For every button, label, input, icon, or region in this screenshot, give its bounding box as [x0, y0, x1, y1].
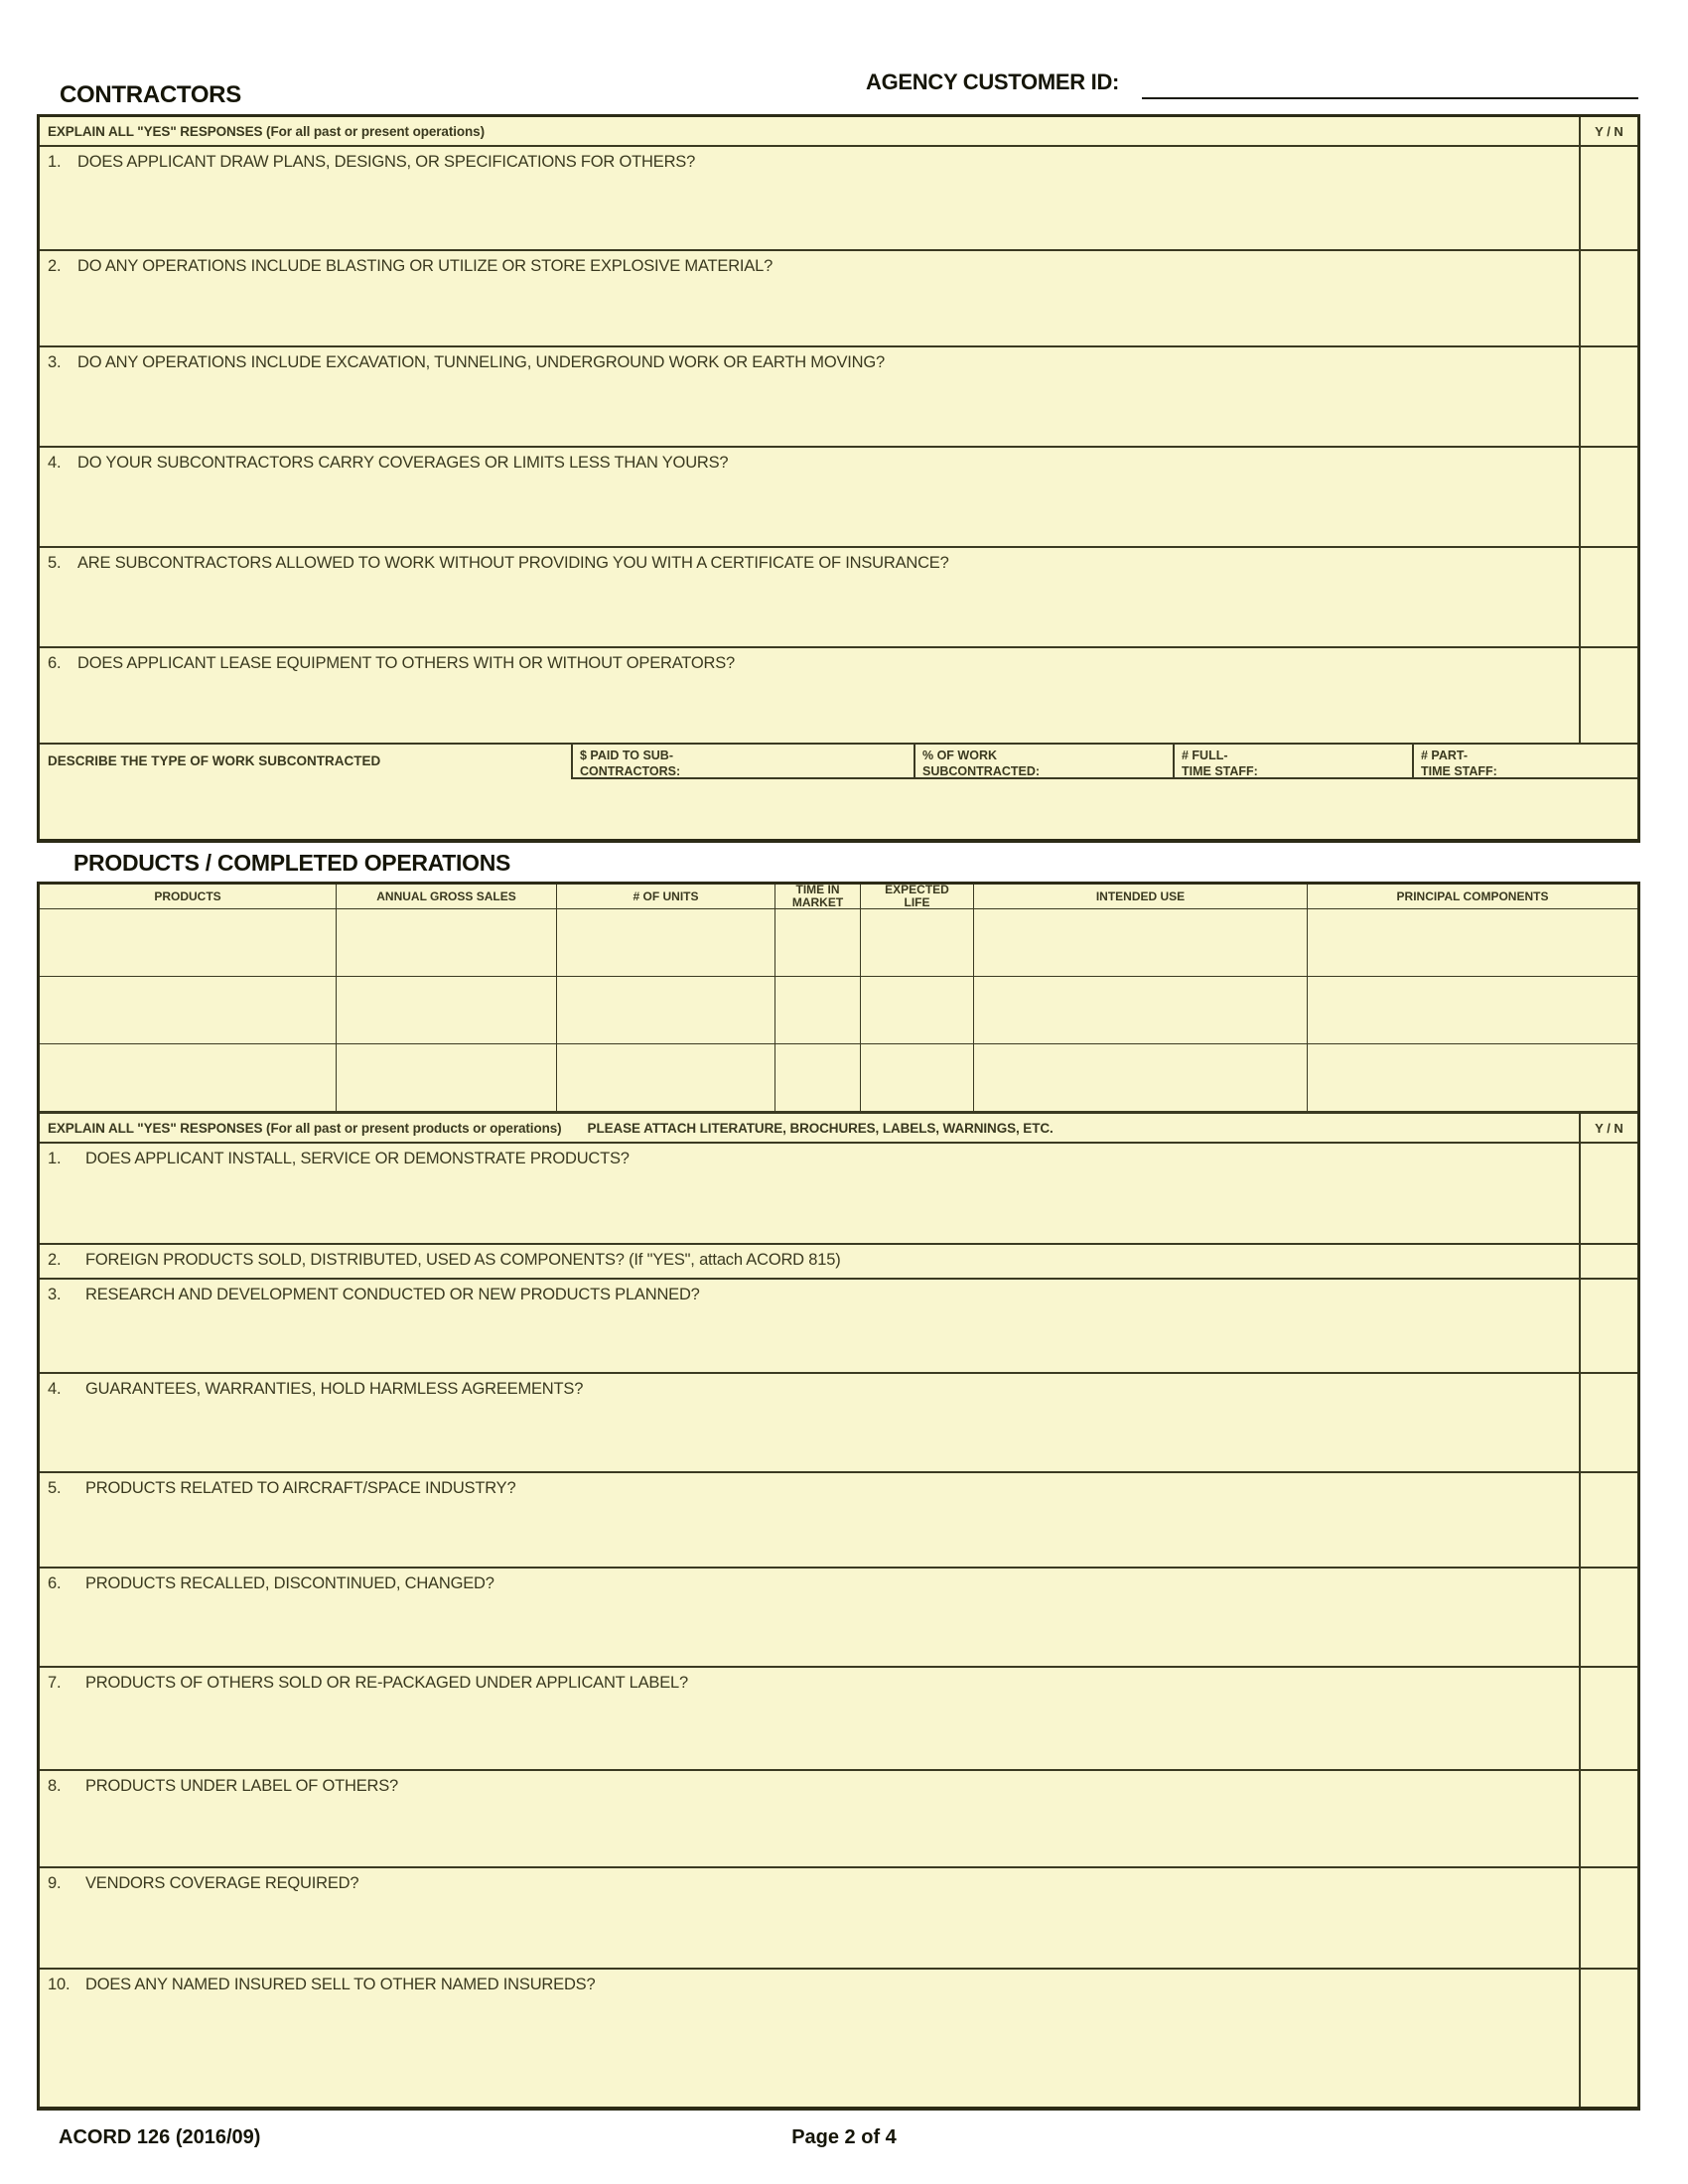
products-yn-header: Y / N — [1579, 1114, 1637, 1142]
subcontract-fields — [571, 745, 1637, 779]
column-header-text: PRODUCTS — [154, 888, 221, 903]
products-cell[interactable] — [336, 977, 556, 1043]
products-cell[interactable] — [774, 977, 860, 1043]
agency-customer-id-label: AGENCY CUSTOMER ID: — [866, 69, 1120, 94]
question-text: FOREIGN PRODUCTS SOLD, DISTRIBUTED, USED AS COMPONENTS? (If "YES", attach ACORD 815) — [85, 1251, 841, 1269]
contractors-q3-explanation-area[interactable] — [40, 347, 1579, 446]
question-text: VENDORS COVERAGE REQUIRED? — [85, 1874, 359, 1892]
contractors-question-row[interactable] — [40, 145, 1637, 249]
column-header-text: PRINCIPAL COMPONENTS — [1396, 888, 1549, 903]
column-header-text: LIFE — [904, 895, 930, 909]
section-title-products: PRODUCTS / COMPLETED OPERATIONS — [73, 850, 511, 876]
question-text: PRODUCTS RECALLED, DISCONTINUED, CHANGED? — [85, 1574, 494, 1592]
contractors-q5-yn-cell[interactable] — [1579, 548, 1637, 646]
field-label: % OF WORK — [922, 749, 997, 762]
column-header-time-in-market — [774, 885, 860, 908]
products-question-row[interactable] — [40, 1968, 1637, 2107]
footer-form-number: ACORD 126 (2016/09) — [59, 2126, 261, 2148]
question-text: DOES APPLICANT LEASE EQUIPMENT TO OTHERS WITH OR WITHOUT OPERATORS? — [77, 654, 736, 672]
products-question-row[interactable] — [40, 1142, 1637, 1243]
contractors-explain-header-label: EXPLAIN ALL "YES" RESPONSES (For all past or present operations) — [48, 123, 485, 139]
field-label: # PART- — [1421, 749, 1468, 762]
question-number: 1. — [48, 153, 62, 171]
products-question-row[interactable] — [40, 1471, 1637, 1567]
question-number: 3. — [48, 1286, 62, 1303]
column-header-num-units — [556, 885, 774, 908]
footer-page-number: Page 2 of 4 — [791, 2126, 897, 2148]
products-q5-yn-cell[interactable] — [1579, 1473, 1637, 1567]
describe-work-row — [40, 743, 1637, 839]
products-q10-yn-cell[interactable] — [1579, 1970, 1637, 2107]
products-q4-explanation-area[interactable] — [40, 1374, 1579, 1471]
question-label — [40, 1668, 1579, 1693]
question-text: DOES ANY NAMED INSURED SELL TO OTHER NAMED INSUREDS? — [85, 1976, 596, 1993]
products-cell[interactable] — [40, 909, 336, 976]
products-cell[interactable] — [40, 1044, 336, 1111]
question-number: 4. — [48, 1380, 62, 1398]
question-text: DOES APPLICANT INSTALL, SERVICE OR DEMONSTRATE PRODUCTS? — [85, 1150, 630, 1167]
describe-work-label: DESCRIBE THE TYPE OF WORK SUBCONTRACTED — [48, 753, 381, 768]
products-cell[interactable] — [973, 977, 1307, 1043]
column-header-text: EXPECTED — [885, 883, 949, 897]
contractors-q4-explanation-area[interactable] — [40, 448, 1579, 546]
products-question-row[interactable] — [40, 1372, 1637, 1471]
products-q1-yn-cell[interactable] — [1579, 1144, 1637, 1243]
products-table-row — [40, 976, 1637, 1043]
products-table — [37, 882, 1640, 2111]
contractors-q6-yn-cell[interactable] — [1579, 648, 1637, 743]
question-number: 5. — [48, 554, 62, 572]
describe-work-input[interactable] — [40, 779, 1637, 839]
question-number: 5. — [48, 1479, 62, 1497]
question-text: GUARANTEES, WARRANTIES, HOLD HARMLESS AGREEMENTS? — [85, 1380, 584, 1398]
products-header-row — [40, 885, 1637, 908]
question-text: PRODUCTS OF OTHERS SOLD OR RE-PACKAGED UNDER APPLICANT LABEL? — [85, 1674, 688, 1692]
products-q2-explanation-area[interactable] — [40, 1245, 1579, 1278]
question-label — [40, 1868, 1579, 1893]
contractors-q5-explanation-area[interactable] — [40, 548, 1579, 646]
question-number: 4. — [48, 454, 62, 472]
question-text: DO ANY OPERATIONS INCLUDE EXCAVATION, TUNNELING, UNDERGROUND WORK OR EARTH MOVING? — [77, 353, 885, 371]
agency-customer-id-input[interactable] — [1142, 71, 1638, 99]
question-number: 3. — [48, 353, 62, 371]
question-label — [40, 347, 1579, 372]
products-cell[interactable] — [860, 977, 973, 1043]
contractors-question-row[interactable] — [40, 249, 1637, 345]
field-label: TIME STAFF: — [1421, 764, 1497, 779]
contractors-q2-explanation-area[interactable] — [40, 251, 1579, 345]
question-text: PRODUCTS RELATED TO AIRCRAFT/SPACE INDUSTRY? — [85, 1479, 516, 1497]
products-q9-explanation-area[interactable] — [40, 1868, 1579, 1968]
products-question-row[interactable] — [40, 1278, 1637, 1372]
question-label — [40, 1144, 1579, 1168]
contractors-q4-yn-cell[interactable] — [1579, 448, 1637, 546]
column-header-principal-components — [1307, 885, 1637, 908]
products-q6-explanation-area[interactable] — [40, 1569, 1579, 1666]
products-q5-explanation-area[interactable] — [40, 1473, 1579, 1567]
products-q3-explanation-area[interactable] — [40, 1280, 1579, 1372]
products-question-row[interactable] — [40, 1769, 1637, 1866]
paid-to-subcontractors-field[interactable] — [571, 745, 914, 777]
products-question-row[interactable] — [40, 1567, 1637, 1666]
products-cell[interactable] — [556, 909, 774, 976]
question-label — [40, 251, 1579, 276]
question-text: RESEARCH AND DEVELOPMENT CONDUCTED OR NEW PRODUCTS PLANNED? — [85, 1286, 700, 1303]
question-label — [40, 448, 1579, 473]
column-header-products — [40, 885, 336, 908]
products-question-row[interactable] — [40, 1243, 1637, 1278]
products-q7-yn-cell[interactable] — [1579, 1668, 1637, 1769]
products-cell[interactable] — [1307, 1044, 1637, 1111]
products-cell[interactable] — [556, 977, 774, 1043]
column-header-expected-life — [860, 885, 973, 908]
products-cell[interactable] — [336, 1044, 556, 1111]
question-text: DOES APPLICANT DRAW PLANS, DESIGNS, OR SPECIFICATIONS FOR OTHERS? — [77, 153, 696, 171]
field-label: TIME STAFF: — [1182, 764, 1258, 779]
question-number: 8. — [48, 1777, 62, 1795]
question-label — [40, 548, 1579, 573]
question-number: 2. — [48, 257, 62, 275]
contractors-q1-explanation-area[interactable] — [40, 147, 1579, 249]
question-label — [40, 648, 1579, 673]
contractors-question-row[interactable] — [40, 546, 1637, 646]
question-text: ARE SUBCONTRACTORS ALLOWED TO WORK WITHOUT PROVIDING YOU WITH A CERTIFICATE OF INSURANCE? — [77, 554, 949, 572]
products-cell[interactable] — [556, 1044, 774, 1111]
column-header-annual-gross-sales — [336, 885, 556, 908]
products-cell[interactable] — [40, 977, 336, 1043]
question-number: 10. — [48, 1976, 70, 1993]
contractors-q2-yn-cell[interactable] — [1579, 251, 1637, 345]
contractors-question-row[interactable] — [40, 446, 1637, 546]
contractors-q6-explanation-area[interactable] — [40, 648, 1579, 743]
question-label — [40, 1473, 1579, 1498]
question-number: 9. — [48, 1874, 62, 1892]
question-number: 7. — [48, 1674, 62, 1692]
question-label — [40, 1374, 1579, 1399]
products-q3-yn-cell[interactable] — [1579, 1280, 1637, 1372]
field-label: $ PAID TO SUB- — [580, 749, 673, 762]
full-time-staff-field[interactable] — [1173, 745, 1412, 777]
question-number: 6. — [48, 654, 62, 672]
question-label — [40, 1280, 1579, 1304]
products-question-row[interactable] — [40, 1866, 1637, 1968]
products-cell[interactable] — [860, 909, 973, 976]
question-number: 1. — [48, 1150, 62, 1167]
products-cell[interactable] — [774, 1044, 860, 1111]
percent-work-subcontracted-field[interactable] — [914, 745, 1173, 777]
column-header-intended-use — [973, 885, 1307, 908]
question-label — [40, 1771, 1579, 1796]
products-q6-yn-cell[interactable] — [1579, 1569, 1637, 1666]
contractors-table — [37, 114, 1640, 843]
products-q1-explanation-area[interactable] — [40, 1144, 1579, 1243]
products-q10-explanation-area[interactable] — [40, 1970, 1579, 2107]
contractors-q3-yn-cell[interactable] — [1579, 347, 1637, 446]
section-title-contractors: CONTRACTORS — [60, 81, 241, 108]
products-cell[interactable] — [1307, 909, 1637, 976]
question-number: 2. — [48, 1251, 62, 1269]
field-label: SUBCONTRACTED: — [922, 764, 1041, 779]
products-q7-explanation-area[interactable] — [40, 1668, 1579, 1769]
products-q8-yn-cell[interactable] — [1579, 1771, 1637, 1866]
column-header-text: INTENDED USE — [1095, 888, 1186, 903]
question-text: DO YOUR SUBCONTRACTORS CARRY COVERAGES OR LIMITS LESS THAN YOURS? — [77, 454, 729, 472]
products-q9-yn-cell[interactable] — [1579, 1868, 1637, 1968]
question-number: 6. — [48, 1574, 62, 1592]
products-cell[interactable] — [774, 909, 860, 976]
products-question-row[interactable] — [40, 1666, 1637, 1769]
products-cell[interactable] — [860, 1044, 973, 1111]
products-cell[interactable] — [336, 909, 556, 976]
part-time-staff-field[interactable] — [1412, 745, 1637, 777]
contractors-yn-header: Y / N — [1579, 117, 1637, 145]
column-header-text: # OF UNITS — [633, 888, 699, 903]
products-q2-yn-cell[interactable] — [1579, 1245, 1637, 1278]
products-explain-header-label: EXPLAIN ALL "YES" RESPONSES (For all past or present products or operations) — [48, 1120, 562, 1136]
products-cell[interactable] — [973, 1044, 1307, 1111]
question-label — [40, 1245, 1579, 1270]
contractors-question-row[interactable] — [40, 646, 1637, 743]
field-label: # FULL- — [1182, 749, 1228, 762]
products-explain-header-row — [40, 1111, 1637, 1142]
question-label — [40, 1569, 1579, 1593]
question-text: PRODUCTS UNDER LABEL OF OTHERS? — [85, 1777, 398, 1795]
field-label: CONTRACTORS: — [580, 764, 681, 779]
column-header-text: ANNUAL GROSS SALES — [376, 888, 516, 903]
products-q4-yn-cell[interactable] — [1579, 1374, 1637, 1471]
contractors-explain-header-row — [40, 117, 1637, 145]
products-table-row — [40, 1043, 1637, 1111]
contractors-q1-yn-cell[interactable] — [1579, 147, 1637, 249]
question-text: DO ANY OPERATIONS INCLUDE BLASTING OR UTILIZE OR STORE EXPLOSIVE MATERIAL? — [77, 257, 774, 275]
column-header-text: TIME IN — [795, 883, 840, 897]
attach-literature-note: PLEASE ATTACH LITERATURE, BROCHURES, LABELS, WARNINGS, ETC. — [587, 1120, 1054, 1136]
contractors-question-row[interactable] — [40, 345, 1637, 446]
products-cell[interactable] — [973, 909, 1307, 976]
products-q8-explanation-area[interactable] — [40, 1771, 1579, 1866]
question-label — [40, 147, 1579, 172]
column-header-text: MARKET — [791, 895, 844, 909]
question-label — [40, 1970, 1579, 1994]
products-cell[interactable] — [1307, 977, 1637, 1043]
products-table-row — [40, 908, 1637, 976]
